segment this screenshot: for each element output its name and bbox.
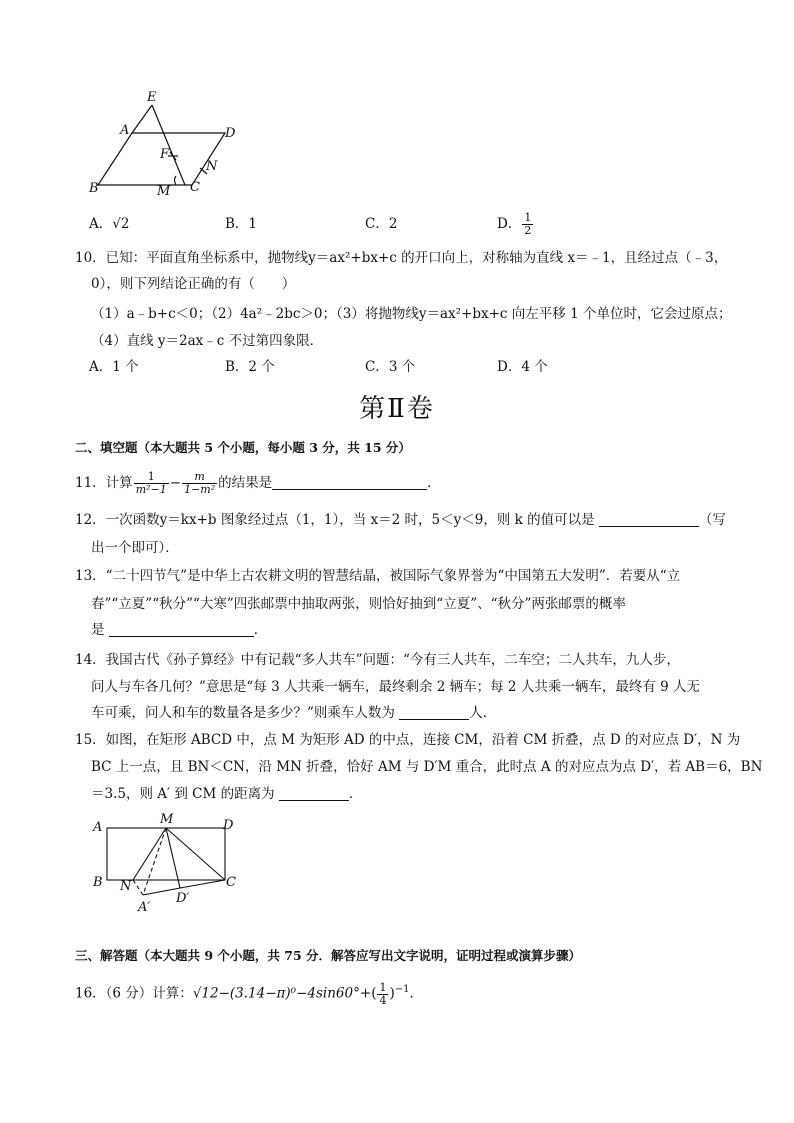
q16-exponent: −1 bbox=[394, 984, 410, 995]
fig15-label-m: M bbox=[160, 812, 174, 827]
q11-answer-blank[interactable] bbox=[272, 475, 427, 490]
label-c: C bbox=[190, 180, 200, 195]
segment-md1 bbox=[166, 828, 180, 888]
q12-line2: 出一个即可）． bbox=[91, 540, 179, 556]
q9-option-a: A．√2 bbox=[89, 216, 130, 232]
q9-option-a-value: √2 bbox=[112, 216, 130, 232]
label-n: N bbox=[206, 159, 218, 174]
fig15-label-c: C bbox=[226, 875, 236, 890]
label-d: D bbox=[225, 126, 236, 141]
q12-answer-blank[interactable] bbox=[599, 512, 699, 527]
segment-cd1 bbox=[180, 880, 225, 888]
segment-mn bbox=[133, 828, 166, 880]
fig15-label-b: B bbox=[93, 875, 103, 890]
q10-line2: 0），则下列结论正确的有（ ） bbox=[91, 276, 296, 292]
segment-ae bbox=[132, 105, 152, 133]
q16-expression: √12−(3.14−π)⁰−4sin60°+ bbox=[192, 985, 372, 1002]
q16-fraction: $\frac{1}{4}$ bbox=[379, 980, 387, 1007]
q13-answer-blank[interactable] bbox=[109, 622, 254, 637]
fig15-label-a1: A′ bbox=[138, 900, 151, 915]
q14-line2: 问人与车各几何？”意思是“每 3 人共乘一辆车，最终剩余 2 辆车；每 2 人共乘一辆车，最终有 9 人无 bbox=[91, 679, 700, 695]
segment-mc bbox=[166, 828, 225, 880]
q10-line1: 10．已知：平面直角坐标系中，抛物线y＝ax²+bx+c 的开口向上，对称轴为直线 x＝﹣1，且经过点（﹣3， bbox=[75, 250, 728, 266]
q13-line2: 春”“立夏”“秋分”“大寒”四张邮票中抽取两张，则恰好抽到“立夏”、“秋分”两张邮票的概率 bbox=[91, 596, 626, 612]
q12-line1: 12．一次函数y＝kx+b 图象经过点（1，1），当 x＝2 时，5＜y＜9，则 k 的值可以是 （写 bbox=[75, 512, 726, 528]
label-b: B bbox=[89, 181, 99, 196]
q13-line1: 13．“二十四节气”是中华上古农耕文明的智慧结晶，被国际气象界誉为“中国第五大发明”．若要从“立 bbox=[75, 568, 681, 584]
label-f: F bbox=[160, 147, 170, 162]
q14-line3: 车可乘，问人和车的数量各是多少？”则乘车人数为 人． bbox=[91, 705, 497, 721]
q10-option-b: B．2 个 bbox=[225, 359, 275, 375]
q9-option-c: C．2 bbox=[365, 216, 398, 232]
q13-line3: 是 ． bbox=[91, 622, 268, 638]
label-m: M bbox=[157, 184, 171, 199]
q10-line3: （1）a﹣b+c＜0；（2）4a²﹣2bc＞0；（3）将抛物线y＝ax²+bx+c 向左平移 1 个单位时，它会过原点； bbox=[91, 306, 732, 322]
section-3-heading: 三、解答题（本大题共 9 个小题，共 75 分．解答应写出文字说明，证明过程或演算步骤） bbox=[75, 948, 582, 963]
section-2-heading: 二、填空题（本大题共 5 个小题，每小题 3 分，共 15 分） bbox=[75, 440, 411, 455]
segment-na1 bbox=[133, 880, 143, 895]
q15-line1: 15．如图，在矩形 ABCD 中，点 M 为矩形 AD 的中点，连接 CM，沿着 CM 折叠，点 D 的对应点 D′，N 为 bbox=[75, 732, 741, 748]
fig15-label-n: N bbox=[120, 879, 132, 894]
arc-m bbox=[175, 176, 177, 185]
q9-option-d: D． $\frac{1}{2}$ bbox=[497, 211, 532, 237]
q15-line3: ＝3.5，则 A′ 到 CM 的距离为 ． bbox=[91, 786, 363, 802]
segment-ma1 bbox=[143, 828, 166, 895]
fig15-label-d: D bbox=[223, 818, 234, 833]
q14-answer-blank[interactable] bbox=[399, 705, 469, 720]
q9-figure bbox=[80, 90, 250, 205]
q10-option-c: C．3 个 bbox=[365, 359, 416, 375]
q15-answer-blank[interactable] bbox=[279, 786, 349, 801]
q14-line1: 14．我国古代《孙子算经》中有记载“多人共车”问题：“今有三人共车，二车空；二人共车，九人步， bbox=[75, 652, 680, 668]
q10-option-a: A．1 个 bbox=[89, 359, 139, 375]
section-2-title: 第Ⅱ卷 bbox=[359, 394, 435, 424]
segment-a1d1 bbox=[143, 888, 180, 895]
rectangle-abcd bbox=[107, 828, 225, 880]
q11-fraction-2: $\frac{m}{\text{1−m²}}$ bbox=[184, 470, 216, 496]
q10-option-d: D．4 个 bbox=[497, 359, 548, 375]
q11-fraction-1: $\frac{1}{\text{m²−1}}$ bbox=[135, 470, 167, 496]
fig15-label-d1: D′ bbox=[176, 891, 190, 906]
q15-figure bbox=[88, 810, 248, 920]
label-e: E bbox=[147, 90, 157, 105]
segment-em bbox=[152, 105, 185, 185]
q11: 11．计算 $\frac{1}{\text{m²−1}}$ − $\frac{m}{\text{1−m²}}$ 的结果是 ． bbox=[75, 470, 441, 496]
q10-line4: （4）直线 y＝2ax﹣c 不过第四象限． bbox=[91, 333, 324, 349]
q16: 16．（6 分）计算：√12−(3.14−π)⁰−4sin60°+( $\frac{1}{4}$ )$^{-1}$． bbox=[75, 980, 423, 1007]
q15-line2: BC 上一点，且 BN＜CN，沿 MN 折叠，恰好 AM 与 D′M 重合，此时点 A 的对应点为点 D′，若 AB＝6，BN bbox=[91, 759, 763, 775]
fig15-label-a: A bbox=[93, 820, 103, 835]
q9-option-b: B．1 bbox=[225, 216, 258, 232]
q9-option-d-fraction: $\frac{1}{2}$ bbox=[524, 211, 532, 237]
label-a: A bbox=[120, 123, 130, 138]
